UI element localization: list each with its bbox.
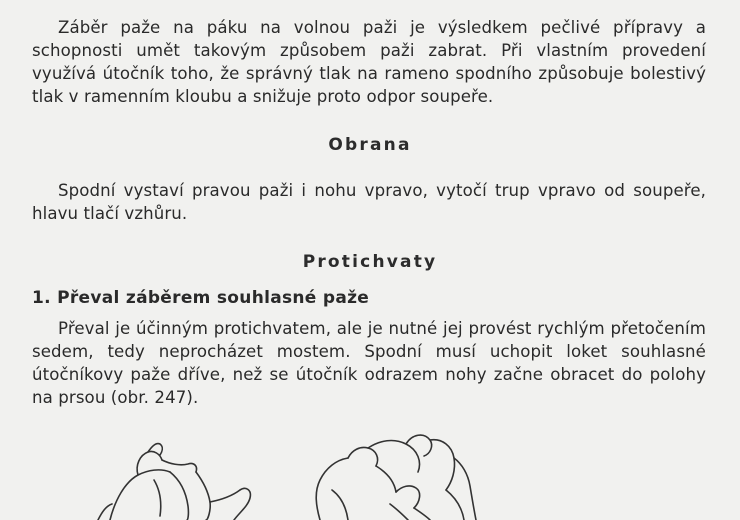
left-wrestlers-drawing <box>98 443 250 520</box>
intro-paragraph: Záběr paže na páku na volnou paži je výsledkem pečlivé přípravy a schopnosti umět takovým způsobem paži zabrat. Při vlastním provedení využívá útočník toho, že správný tlak na rameno spodního způsobuje bolestivý tlak v ramenním kloubu a snižuje proto odpor soupeře. <box>32 18 706 106</box>
counter-paragraph: Převal je účinným protichvatem, ale je nutné jej provést rychlým přetočením sedem, tedy neprocházet mostem. Spodní musí uchopit loket souhlasné útočníkovy paže dříve, než se útočník odrazem nohy začne obracet do polohy na prsou (obr. 247). <box>32 319 706 407</box>
right-wrestlers-drawing <box>316 435 476 520</box>
wrestling-illustration <box>90 420 650 520</box>
defense-heading: Obrana <box>328 135 412 155</box>
counter-subheading: 1. Převal záběrem souhlasné paže <box>32 288 370 308</box>
defense-paragraph: Spodní vystaví pravou paži i nohu vpravo, vytočí trup vpravo od soupeře, hlavu tlačí vzhůru. <box>32 181 706 223</box>
counters-heading: Protichvaty <box>302 252 438 272</box>
